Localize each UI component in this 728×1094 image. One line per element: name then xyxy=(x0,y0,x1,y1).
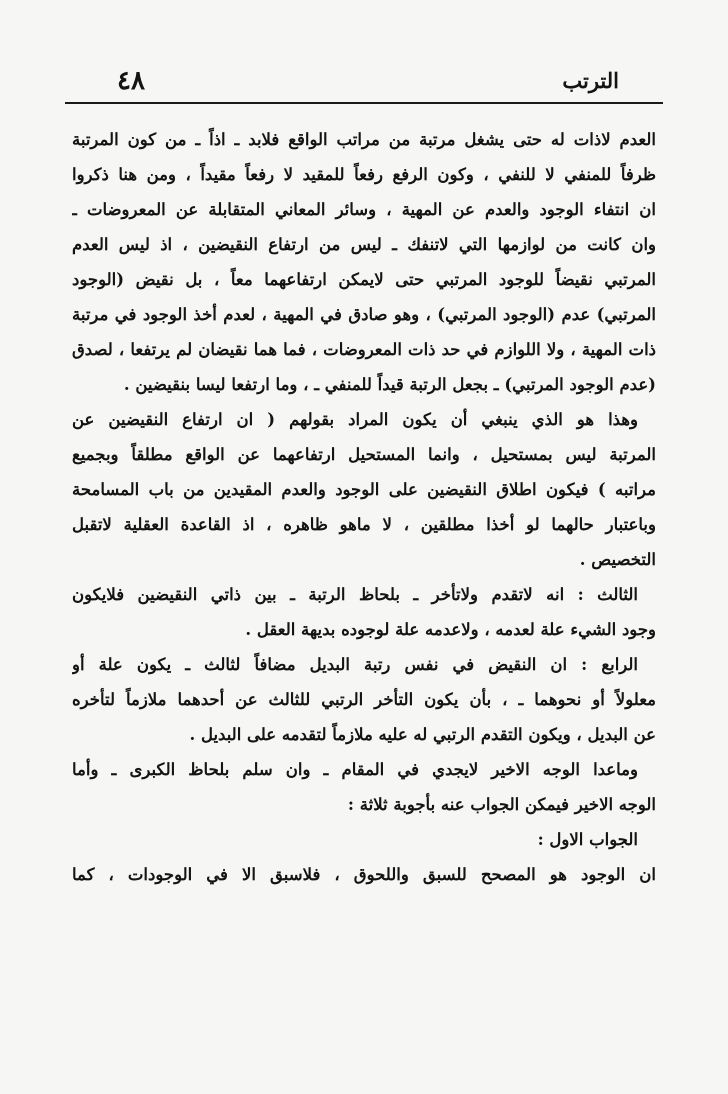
text-line: ظرفاً للمنفي لا للنفي ، وكون الرفع رفعاً للمقيد لا رفعاً مقيداً ، ومن هنا ذكروا xyxy=(72,165,656,184)
text-line: الرابع : ان النقيض في نفس رتبة البديل مضافاً لثالث ـ يكون علة أو xyxy=(72,655,638,674)
text-line: ان الوجود هو المصحح للسبق واللحوق ، فلاسبق الا في الوجودات ، كما xyxy=(72,865,656,884)
text-line: الثالث : انه لاتقدم ولاتأخر ـ بلحاظ الرتبة ـ بين ذاتي النقيضين فلايكون xyxy=(72,585,638,604)
text-line: معلولاً أو نحوهما ـ ، بأن يكون التأخر الرتبي للثالث عن أحدهما ملازماً لتأخره xyxy=(72,690,656,709)
text-line: وباعتبار حالهما لو أخذا مطلقين ، لا ماهو ظاهره ، اذ القاعدة العقلية لاتقبل xyxy=(72,515,656,534)
text-line: وجود الشيء علة لعدمه ، ولاعدمه علة لوجوده بديهة العقل . xyxy=(245,620,656,639)
text-line: ذات المهية ، ولا اللوازم في حد ذات المعروضات ، فما هما نقيضان لم يرتفعا ، لصدق xyxy=(72,340,656,359)
text-line: وان كانت من لوازمها التي لاتنفك ـ ليس من ارتفاع النقيضين ، اذ ليس العدم xyxy=(72,235,656,254)
text-line: عن البديل ، ويكون التقدم الرتبي له عليه ملازماً لتقدمه على البديل . xyxy=(189,725,656,744)
text-line: مراتبه ) فيكون اطلاق النقيضين على الوجود والعدم المقيدين من باب المسامحة xyxy=(72,480,656,499)
text-line: وماعدا الوجه الاخير لايجدي في المقام ـ وان سلم بلحاظ الكبرى ـ وأما xyxy=(72,760,638,779)
page-header xyxy=(65,62,663,106)
text-line: العدم لاذات له حتى يشغل مرتبة من مراتب الواقع فلابد ـ اذاً ـ من كون المرتبة xyxy=(72,130,656,149)
page-number: ٤٨ xyxy=(117,66,145,96)
body-text xyxy=(72,122,656,892)
text-line: المرتبة ليس بمستحيل ، وانما المستحيل ارتفاعهما عن الواقع مطلقاً وبجميع xyxy=(72,445,656,464)
text-line: المرتبي نقيضاً للوجود المرتبي حتى لايمكن ارتفاعهما معاً ، بل نقيض (الوجود xyxy=(72,270,656,289)
text-line: (عدم الوجود المرتبي) ـ بجعل الرتبة قيداً للمنفي ـ ، وما ارتفعا ليسا بنقيضين . xyxy=(123,375,656,394)
text-line: الجواب الاول : xyxy=(537,830,638,849)
text-line: التخصيص . xyxy=(579,550,656,569)
text-line: وهذا هو الذي ينبغي أن يكون المراد بقولهم ( ان ارتفاع النقيضين عن xyxy=(72,410,638,429)
text-line: المرتبي) عدم (الوجود المرتبي) ، وهو صادق في المهية ، لعدم أخذ الوجود في مرتبة xyxy=(72,305,656,324)
header-rule xyxy=(65,102,663,104)
text-line: ان انتفاء الوجود والعدم عن المهية ، وسائر المعاني المتقابلة عن المعروضات ـ xyxy=(72,200,656,219)
text-line: الوجه الاخير فيمكن الجواب عنه بأجوبة ثلاثة : xyxy=(347,795,656,814)
running-title: الترتب xyxy=(562,68,619,93)
